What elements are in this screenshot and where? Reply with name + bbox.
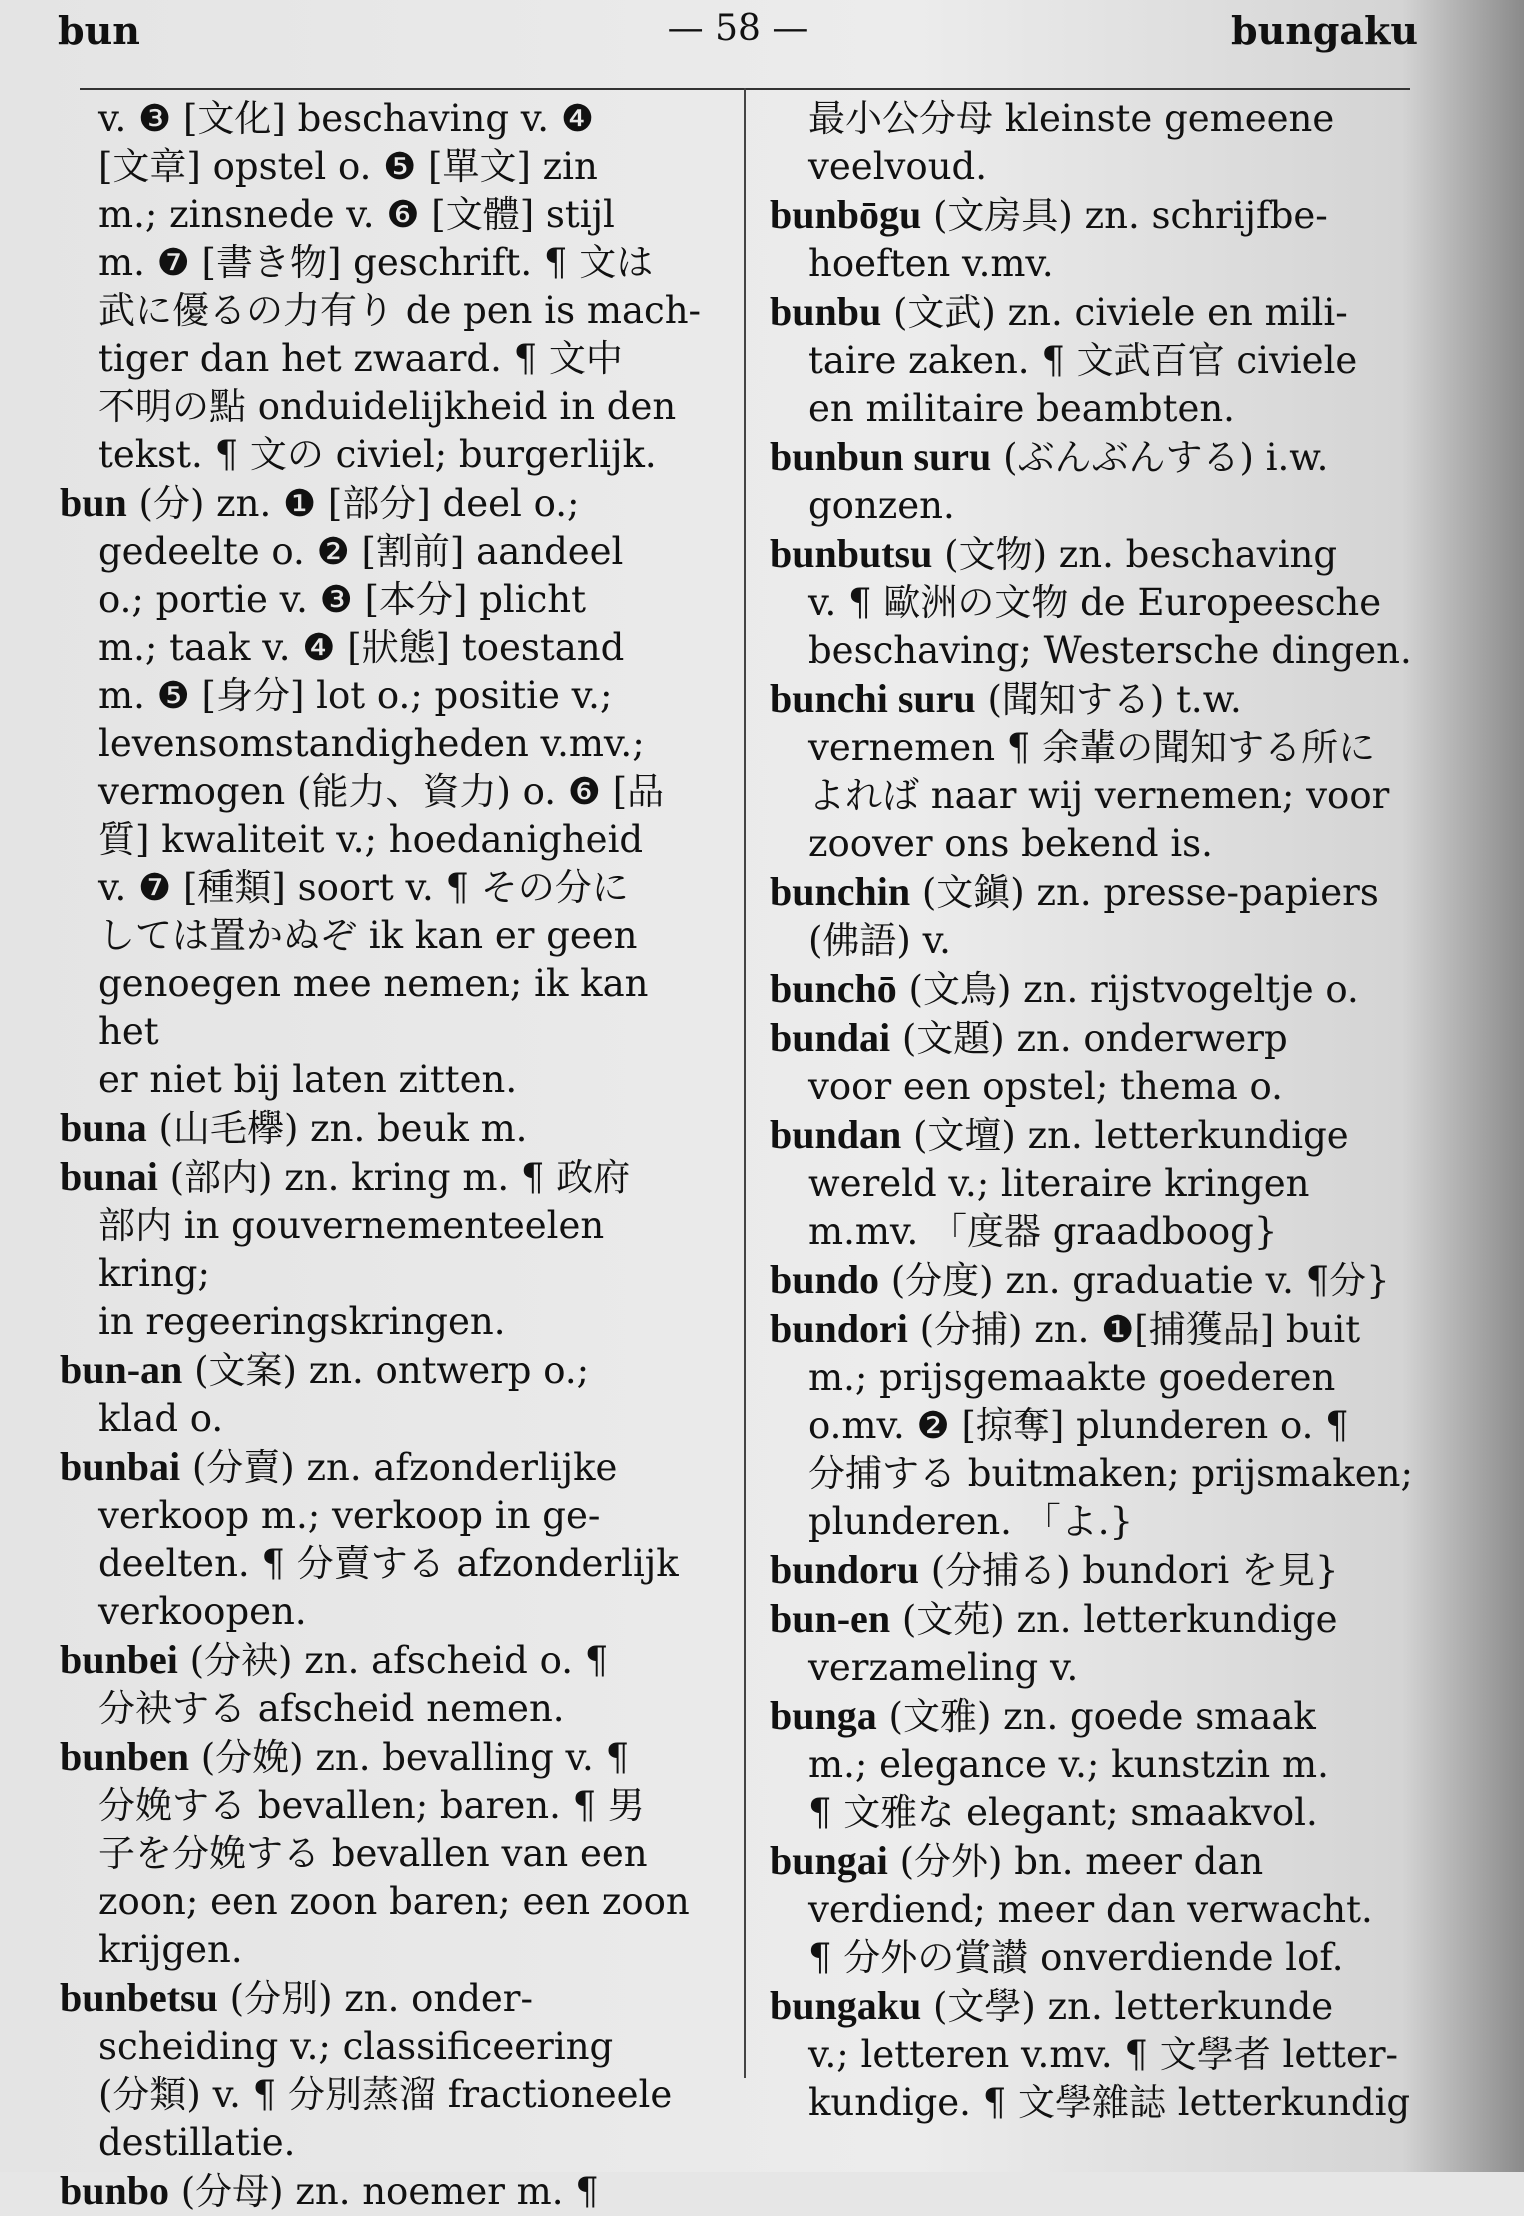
entry-first-line: [770, 95, 1440, 143]
entry-continuation-line: m. ❺ [身分] lot o.; positie v.;: [98, 674, 613, 717]
dictionary-entry: [770, 868, 1440, 965]
header-right-guide-word: bungaku: [1231, 8, 1418, 53]
entry-definition: (文苑) zn. letterkundige: [901, 1598, 1338, 1641]
entry-definition: (文學) zn. letterkunde: [933, 1985, 1334, 2028]
entry-continuation-line: genoegen mee nemen; ik kan het: [98, 962, 649, 1053]
dictionary-entry: [60, 1636, 720, 1733]
entry-first-line: [770, 868, 1440, 917]
entry-headword: bunbetsu: [60, 1975, 218, 2020]
dictionary-entry: [770, 191, 1440, 288]
entry-definition: (分別) zn. onder-: [229, 1977, 533, 2020]
page-number: — 58 —: [667, 8, 809, 49]
entry-definition: (文房具) zn. schrijfbe-: [933, 194, 1328, 237]
entry-first-line: [770, 965, 1440, 1014]
left-column: [60, 95, 720, 2216]
entry-headword: bunbei: [60, 1637, 178, 1682]
dictionary-entry: [770, 1595, 1440, 1692]
entry-continuation-line: verdiend; meer dan verwacht.: [808, 1888, 1373, 1931]
dictionary-entry: [60, 1346, 720, 1443]
entry-definition: (分母) zn. noemer m. ¶: [180, 2170, 599, 2213]
entry-continuation-line: krijgen.: [98, 1928, 243, 1971]
entry-continuation-line: 部内 in gouvernementeelen kring;: [98, 1204, 605, 1295]
dictionary-entry: [770, 1014, 1440, 1111]
entry-first-line: [770, 1305, 1440, 1354]
entry-headword: bungai: [770, 1838, 888, 1883]
dictionary-entry: [60, 2167, 720, 2216]
entry-continuation-line: しては置かぬぞ ik kan er geen: [98, 914, 638, 957]
entry-first-line: [770, 191, 1440, 240]
dictionary-entry: [60, 1974, 720, 2167]
entry-continuation-line: vermogen (能力、資力) o. ❻ [品: [98, 770, 665, 813]
dictionary-entry: [60, 1153, 720, 1346]
dictionary-entry: [770, 1546, 1440, 1595]
entry-continuation-line: zoover ons bekend is.: [808, 822, 1213, 865]
entry-headword: bun: [60, 480, 127, 525]
entry-continuation-line: gonzen.: [808, 484, 955, 527]
entry-definition: 最小公分母 kleinste gemeene: [808, 97, 1335, 140]
entry-headword: bunchin: [770, 869, 911, 914]
entry-continuation-line: voor een opstel; thema o.: [808, 1065, 1283, 1108]
entry-first-line: [770, 1692, 1440, 1741]
dictionary-entry: [770, 675, 1440, 868]
entry-headword: bunbo: [60, 2168, 169, 2213]
entry-continuation-line: wereld v.; literaire kringen: [808, 1162, 1310, 1205]
header-left-guide-word: bun: [58, 8, 140, 53]
entry-headword: bungaku: [770, 1983, 922, 2028]
entry-definition: (聞知する) t.w.: [987, 678, 1242, 721]
entry-continuation-line: ¶ 文雅な elegant; smaakvol.: [808, 1791, 1318, 1834]
column-divider: [744, 88, 746, 2078]
entry-continuation-line: er niet bij laten zitten.: [98, 1058, 518, 1101]
entry-continuation-line: levensomstandigheden v.mv.;: [98, 722, 645, 765]
entry-continuation-line: destillatie.: [98, 2121, 296, 2164]
entry-continuation-line: o.; portie v. ❸ [本分] plicht: [98, 578, 586, 621]
entry-continuation-line: zoon; een zoon baren; een zoon: [98, 1880, 690, 1923]
entry-headword: bundoru: [770, 1547, 919, 1592]
dictionary-entry: [770, 530, 1440, 675]
dictionary-entry: [770, 1982, 1440, 2127]
entry-continuation-line: m.; zinsnede v. ❻ [文體] stijl: [98, 193, 615, 236]
entry-continuation-line: m.; taak v. ❹ [狀態] toestand: [98, 626, 625, 669]
entry-continuation-line: kundige. ¶ 文學雜誌 letterkundig: [808, 2081, 1411, 2124]
entry-continuation-line: 武に優るの力有り de pen is mach-: [98, 289, 702, 332]
entry-headword: bunbun suru: [770, 434, 992, 479]
entry-definition: (分捕る) bundori を見}: [930, 1549, 1339, 1592]
entry-first-line: [770, 1546, 1440, 1595]
entry-continuation-line: (佛語) v.: [808, 919, 951, 962]
entry-continuation-line: よれば naar wij vernemen; voor: [808, 774, 1390, 817]
entry-continuation-line: v. ¶ 歐洲の文物 de Europeesche: [808, 581, 1382, 624]
entry-continuation-line: veelvoud.: [808, 145, 987, 188]
entry-first-line: [60, 2167, 720, 2216]
entry-definition: (部内) zn. kring m. ¶ 政府: [169, 1156, 631, 1199]
entry-headword: bun-en: [770, 1596, 891, 1641]
entry-first-line: [60, 1974, 720, 2023]
entry-first-line: [60, 1733, 720, 1782]
entry-definition: (分) zn. ❶ [部分] deel o.;: [138, 482, 580, 525]
dictionary-entry: [60, 1443, 720, 1636]
entry-first-line: [60, 1346, 720, 1395]
entry-first-line: [770, 433, 1440, 482]
entry-continuation-line: m.; prijsgemaakte goederen: [808, 1356, 1336, 1399]
entry-continuation-line: tekst. ¶ 文の civiel; burgerlijk.: [98, 433, 657, 476]
entry-continuation-line: hoeften v.mv.: [808, 242, 1054, 285]
dictionary-entry: [770, 1256, 1440, 1305]
dictionary-entry: [770, 95, 1440, 191]
right-column: [770, 95, 1440, 2127]
dictionary-entry: [770, 433, 1440, 530]
dictionary-entry: [60, 1733, 720, 1974]
entry-headword: bunben: [60, 1734, 189, 1779]
entry-continuation-line: in regeeringskringen.: [98, 1300, 506, 1343]
entry-first-line: [60, 1104, 720, 1153]
dictionary-entry: [770, 1837, 1440, 1982]
entry-continuation-line: 分捕する buitmaken; prijsmaken;: [808, 1452, 1413, 1495]
dictionary-entry: [770, 1305, 1440, 1546]
entry-headword: bunai: [60, 1154, 158, 1199]
entry-continuation-line: m.; elegance v.; kunstzin m.: [808, 1743, 1329, 1786]
entry-continuation-line: 分娩する bevallen; baren. ¶ 男: [98, 1784, 645, 1827]
entry-continuation-line: ¶ 分外の賞讃 onverdiende lof.: [808, 1936, 1344, 1979]
entry-continuation-line: verkoop m.; verkoop in ge-: [98, 1494, 601, 1537]
entry-continuation-line: en militaire beambten.: [808, 387, 1235, 430]
entry-continuation-line: klad o.: [98, 1397, 224, 1440]
entry-continuation-line: o.mv. ❷ [掠奪] plunderen o. ¶: [808, 1404, 1349, 1447]
entry-definition: (文鎭) zn. presse-papiers: [921, 871, 1379, 914]
dictionary-entry: [60, 1104, 720, 1153]
entry-continuation-line: v. ❼ [種類] soort v. ¶ その分に: [98, 866, 629, 909]
entry-continuation-line: verkoopen.: [98, 1590, 307, 1633]
entry-continuation-line: (分類) v. ¶ 分別蒸溜 fractioneele: [98, 2073, 673, 2116]
entry-continuation-line: 子を分娩する bevallen van een: [98, 1832, 648, 1875]
entry-continuation-line: gedeelte o. ❷ [割前] aandeel: [98, 530, 624, 573]
entry-continuation-line: taire zaken. ¶ 文武百官 civiele: [808, 339, 1358, 382]
entry-definition: (文雅) zn. goede smaak: [888, 1695, 1316, 1738]
dictionary-entry: [60, 95, 720, 479]
entry-definition: (文武) zn. civiele en mili-: [893, 291, 1348, 334]
entry-definition: (ぶんぶんする) i.w.: [1003, 436, 1329, 479]
entry-continuation-line: 不明の點 onduidelijkheid in den: [98, 385, 677, 428]
entry-definition: (分賣) zn. afzonderlijke: [191, 1446, 618, 1489]
entry-first-line: [770, 1014, 1440, 1063]
entry-headword: bunbai: [60, 1444, 181, 1489]
entry-headword: bundori: [770, 1306, 908, 1351]
entry-first-line: [770, 1982, 1440, 2031]
entry-continuation-line: v.; letteren v.mv. ¶ 文學者 letter-: [808, 2033, 1399, 2076]
entry-headword: bunchi suru: [770, 676, 976, 721]
entry-continuation-line: [文章] opstel o. ❺ [單文] zin: [98, 145, 598, 188]
entry-first-line: [770, 1837, 1440, 1886]
entry-definition: (文鳥) zn. rijstvogeltje o.: [908, 968, 1359, 1011]
entry-headword: bunga: [770, 1693, 877, 1738]
entry-headword: bunbu: [770, 289, 882, 334]
entry-headword: bundai: [770, 1015, 891, 1060]
entry-first-line: [770, 288, 1440, 337]
entry-definition: (分袂) zn. afscheid o. ¶: [189, 1639, 609, 1682]
entry-continuation-line: deelten. ¶ 分賣する afzonderlijk: [98, 1542, 679, 1585]
entry-continuation-line: plunderen. 「よ.}: [808, 1500, 1133, 1543]
dictionary-entry: [770, 1692, 1440, 1837]
entry-first-line: [770, 1111, 1440, 1160]
entry-definition: (文物) zn. beschaving: [944, 533, 1338, 576]
entry-continuation-line: m. ❼ [書き物] geschrift. ¶ 文は: [98, 241, 654, 284]
entry-first-line: [60, 1153, 720, 1202]
entry-headword: bundo: [770, 1257, 879, 1302]
entry-continuation-line: 質] kwaliteit v.; hoedanigheid: [98, 818, 644, 861]
entry-first-line: [60, 1636, 720, 1685]
entry-definition: (文題) zn. onderwerp: [901, 1017, 1288, 1060]
entry-headword: buna: [60, 1105, 147, 1150]
entry-first-line: [60, 95, 720, 143]
entry-definition: (分度) zn. graduatie v. ¶分}: [890, 1259, 1390, 1302]
entry-first-line: [770, 1595, 1440, 1644]
entry-definition: (文壇) zn. letterkundige: [913, 1114, 1349, 1157]
entry-definition: (分娩) zn. bevalling v. ¶: [200, 1736, 630, 1779]
entry-definition: (分捕) zn. ❶[捕獲品] buit: [919, 1308, 1361, 1351]
entry-headword: bunbōgu: [770, 192, 922, 237]
entry-definition: v. ❸ [文化] beschaving v. ❹: [98, 97, 594, 140]
entry-continuation-line: beschaving; Westersche dingen.: [808, 629, 1412, 672]
entry-first-line: [770, 530, 1440, 579]
entry-definition: (山毛欅) zn. beuk m.: [158, 1107, 528, 1150]
entry-first-line: [770, 1256, 1440, 1305]
dictionary-entry: [770, 965, 1440, 1014]
page-header: [58, 8, 1418, 64]
entry-continuation-line: m.mv. 「度器 graadboog}: [808, 1210, 1278, 1253]
entry-definition: (分外) bn. meer dan: [899, 1840, 1264, 1883]
entry-headword: bunbutsu: [770, 531, 933, 576]
entry-continuation-line: vernemen ¶ 余輩の聞知する所に: [808, 726, 1376, 769]
entry-headword: bun-an: [60, 1347, 183, 1392]
dictionary-entry: [770, 288, 1440, 433]
entry-headword: bundan: [770, 1112, 902, 1157]
entry-headword: bunchō: [770, 966, 897, 1011]
entry-continuation-line: 分袂する afscheid nemen.: [98, 1687, 565, 1730]
entry-continuation-line: scheiding v.; classificeering: [98, 2025, 614, 2068]
entry-first-line: [770, 675, 1440, 724]
dictionary-entry: [770, 1111, 1440, 1256]
entry-continuation-line: verzameling v.: [808, 1646, 1079, 1689]
dictionary-entry: [60, 479, 720, 1104]
entry-continuation-line: tiger dan het zwaard. ¶ 文中: [98, 337, 623, 380]
entry-first-line: [60, 1443, 720, 1492]
entry-definition: (文案) zn. ontwerp o.;: [194, 1349, 590, 1392]
entry-first-line: [60, 479, 720, 528]
